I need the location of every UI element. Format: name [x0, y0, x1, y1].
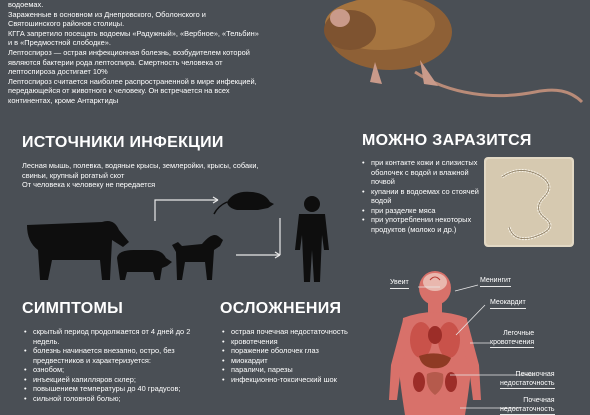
- label-uveitis: Увеит: [390, 279, 409, 289]
- human-icon: [295, 196, 329, 282]
- label-myocarditis: Меокардит: [490, 299, 526, 309]
- label-line: Почечная: [523, 397, 555, 404]
- intro-line: Зараженные в основном из Днепровского, Оболонского и: [8, 9, 206, 19]
- label-renal: [500, 397, 555, 415]
- intro-line: являются бактерии рода лептоспира. Смертность человека от: [8, 57, 223, 67]
- label-line: недостаточность: [500, 406, 555, 415]
- complications-title: ОСЛОЖНЕНИЯ: [220, 300, 342, 317]
- cow-icon: [27, 221, 129, 280]
- infection-list: [360, 158, 480, 234]
- sources-line: свиньи, крупный рогатый скот: [22, 170, 125, 180]
- intro-line: водоемах.: [8, 0, 44, 9]
- label-line: Легочные: [503, 330, 535, 337]
- list-item: • при разделке мяса: [360, 206, 480, 216]
- infection-title: МОЖНО ЗАРАЗИТСЯ: [362, 132, 532, 149]
- label-line: кровотечения: [490, 339, 534, 349]
- list-item: • ознобом;: [22, 365, 202, 375]
- list-item: • инъекцией капилляров склер;: [22, 375, 202, 385]
- sources-title: ИСТОЧНИКИ ИНФЕКЦИИ: [22, 134, 224, 151]
- list-item: • скрытый период продолжается от 4 дней до 2 недель.: [22, 327, 202, 346]
- intro-line: Лептоспироз — острая инфекционная болезнь, возбудителем которой: [8, 47, 250, 57]
- list-item: • поражение оболочек глаз: [220, 346, 370, 356]
- intro-line: Святошинского районов столицы.: [8, 19, 125, 29]
- list-item: • инфекционно-токсический шок: [220, 375, 370, 385]
- animal-sources-illustration: [22, 180, 342, 285]
- list-item: • болезнь начинается внезапно, остро, без предвестников и характеризуется:: [22, 346, 202, 365]
- intro-line: КГГА запретило посещать водоемы «Радужный», «Вербное», «Тельбин»: [8, 28, 259, 38]
- list-item: • при контакте кожи и слизистых оболочек с водой и влажной почвой: [360, 158, 480, 187]
- label-line: недостаточность: [500, 380, 555, 390]
- intro-line: континентах, кроме Антарктиды: [8, 95, 119, 105]
- sources-line: От человека к человеку не передается: [22, 180, 156, 190]
- label-hepatic: [500, 371, 555, 389]
- intro-line: лептоспироза достигает 10%: [8, 67, 108, 77]
- rat-illustration: [320, 0, 590, 112]
- list-item: • миокардит: [220, 356, 370, 366]
- symptoms-list: [22, 327, 202, 403]
- list-item: • повышением температуры до 40 градусов;: [22, 384, 202, 394]
- symptoms-title: СИМПТОМЫ: [22, 300, 124, 317]
- intro-line: передающейся от животного к человеку. Он встречается на всех: [8, 86, 230, 96]
- list-item: • сильной головной болью;: [22, 394, 202, 404]
- label-pulmonary: [490, 330, 534, 348]
- list-item: • кровотечения: [220, 337, 370, 347]
- sources-line: Лесная мышь, полевка, водяные крысы, землеройки, крысы, собаки,: [22, 161, 259, 170]
- intro-line: и в «Предмостной слободке».: [8, 38, 111, 48]
- intro-text: [8, 0, 338, 106]
- label-line: Печеночная: [515, 371, 555, 378]
- label-meningitis: Менингит: [480, 277, 511, 287]
- list-item: • при употреблении некоторых продуктов (молоко и др.): [360, 215, 480, 234]
- list-item: • острая почечная недостаточность: [220, 327, 370, 337]
- complications-list: [220, 327, 370, 384]
- intro-line: Лептоспироз считается наиболее распространенной в мире инфекцией,: [8, 76, 257, 86]
- pig-icon: [117, 250, 172, 280]
- bacteria-image: [484, 157, 574, 247]
- rat-icon: [214, 192, 274, 214]
- list-item: • параличи, парезы: [220, 365, 370, 375]
- dog-icon: [172, 235, 223, 280]
- list-item: • купании в водоемах со стоячей водой: [360, 187, 480, 206]
